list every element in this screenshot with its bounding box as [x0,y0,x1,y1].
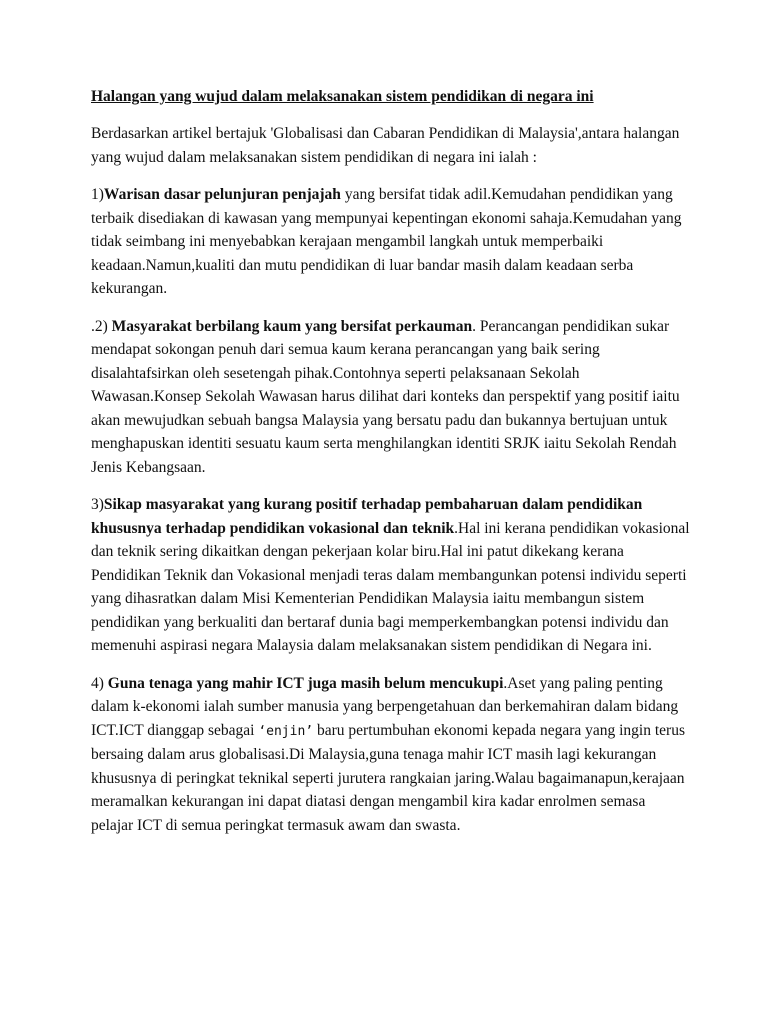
point-2-heading: Masyarakat berbilang kaum yang bersifat perkauman [111,317,473,335]
document-body [91,86,691,851]
point-3-body: .Hal ini kerana pendidikan vokasional dan teknik sering dikaitkan dengan pekerjaan kolar biru.Hal ini patut dikekang kerana Pendidikan Teknik dan Vokasional menjadi teras dalam membangunkan potensi individu seperti yang dihasratkan dalam Misi Kementerian Pendidikan Malaysia iaitu membangun sistem pendidikan yang berkualiti dan bertaraf dunia bagi memperkembangkan potensi individu dan memenuhi aspirasi negara Malaysia dalam melaksanakan sistem pendidikan di Negara ini. [91,519,690,654]
point-3-prefix: 3) [91,496,104,513]
point-4-paragraph [91,672,691,838]
point-4-prefix: 4) [91,674,108,692]
point-3-heading: Sikap masyarakat yang kurang positif terhadap pembaharuan dalam pendidikan khususnya terhadap pendidikan vokasional dan teknik [91,496,643,537]
point-3-paragraph [91,493,691,658]
point-1-paragraph [91,183,691,301]
point-4-body-after: baru pertumbuhan ekonomi kepada negara yang ingin terus bersaing dalam arus globalisasi.Di Malaysia,guna tenaga mahir ICT masih lagi kekurangan khususnya di peringkat teknikal seperti jurutera rangkaian jaring.Walau bagaimanapun,kerajaan meramalkan kekurangan ini dapat diatasi dengan mengambil kira kadar enrolmen semasa pelajar ICT di semua peringkat termasuk awam dan swasta. [91,721,685,834]
point-4-body-before: .Aset yang paling penting dalam k-ekonomi ialah sumber manusia yang berpengetahuan dan berkemahiran dalam bidang ICT.ICT dianggap sebagai [91,674,679,739]
point-1-heading: Warisan dasar pelunjuran penjajah [103,186,341,203]
point-1-prefix: 1) [91,186,104,203]
point-4-quoted-term: ‘enjin’ [258,723,314,739]
point-1-body: yang bersifat tidak adil.Kemudahan pendidikan yang terbaik disediakan di kawasan yang mempunyai kepentingan ekonomi sahaja.Kemudahan yang tidak seimbang ini menyebabkan kerajaan mengambil langkah untuk memperbaiki keadaan.Namun,kualiti dan mutu pendidikan di luar bandar masih dalam keadaan serba kekurangan. [91,186,682,297]
document-title: Halangan yang wujud dalam melaksanakan sistem pendidikan di negara ini [91,88,594,105]
point-4-heading: Guna tenaga yang mahir ICT juga masih belum mencukupi [107,674,504,692]
point-2-prefix: .2) [91,317,112,335]
intro-paragraph: Berdasarkan artikel bertajuk 'Globalisasi dan Cabaran Pendidikan di Malaysia',antara halangan yang wujud dalam melaksanakan sistem pendidikan di negara ini ialah : [91,125,680,166]
point-2-body: . Perancangan pendidikan sukar mendapat sokongan penuh dari semua kaum kerana perancangan yang baik sering disalahtafsirkan oleh sesetengah pihak.Contohnya seperti pelaksanaan Sekolah Wawasan.Konsep Sekolah Wawasan harus dilihat dari konteks dan perspektif yang positif iaitu akan mewujudkan sebuah bangsa Malaysia yang bersatu padu dan bukannya bertujuan untuk menghapuskan identiti sesuatu kaum serta menghilangkan identiti SRJK iaitu Sekolah Rendah Jenis Kebangsaan. [91,317,680,476]
point-2-paragraph [91,315,691,480]
